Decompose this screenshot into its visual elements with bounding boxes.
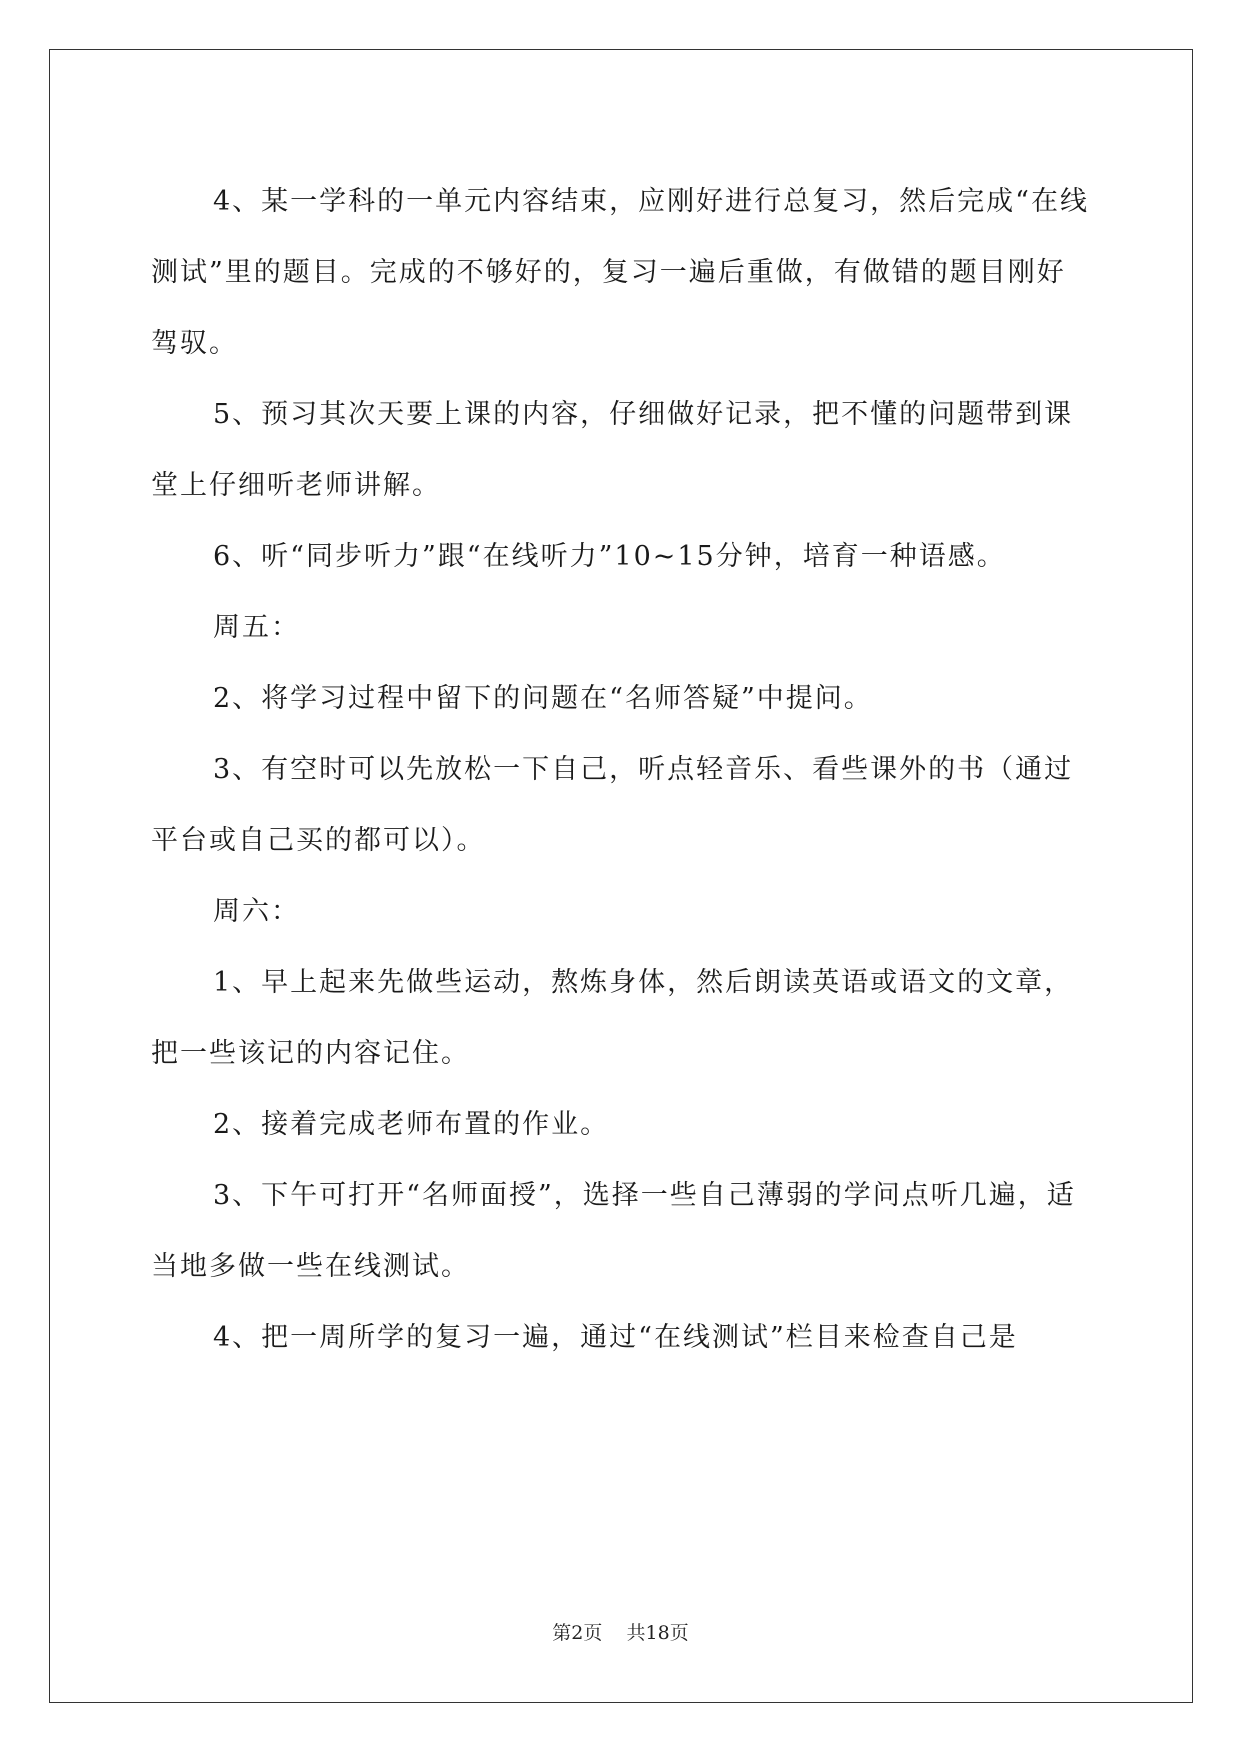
paragraph: 2、接着完成老师布置的作业。 xyxy=(213,1109,610,1140)
paragraph: 4、把一周所学的复习一遍，通过“在线测试”栏目来检查自己是 xyxy=(213,1322,1018,1353)
paragraph: 1、早上起来先做些运动，熬炼身体，然后朗读英语或语文的文章，把一些该记的内容记住。 xyxy=(151,967,1074,1069)
paragraph: 4、某一学科的一单元内容结束，应刚好进行总复习，然后完成“在线测试”里的题目。完成的不够好的，复习一遍后重做，有做错的题目刚好驾驭。 xyxy=(151,186,1089,359)
paragraph: 3、下午可打开“名师面授”，选择一些自己薄弱的学问点听几遍，适当地多做一些在线测试。 xyxy=(151,1180,1076,1282)
paragraph: 5、预习其次天要上课的内容，仔细做好记录，把不懂的问题带到课堂上仔细听老师讲解。 xyxy=(151,399,1074,501)
page-number: 第2页 xyxy=(552,1622,603,1644)
page-total: 共18页 xyxy=(626,1622,689,1644)
page-footer xyxy=(0,1618,1241,1645)
paragraph: 3、有空时可以先放松一下自己，听点轻音乐、看些课外的书（通过平台或自己买的都可以）。 xyxy=(151,754,1074,856)
paragraph: 2、将学习过程中留下的问题在“名师答疑”中提问。 xyxy=(213,683,873,714)
document-body xyxy=(151,166,1091,1373)
section-heading: 周六： xyxy=(213,896,300,927)
paragraph: 6、听“同步听力”跟“在线听力”10~15分钟，培育一种语感。 xyxy=(213,541,1006,572)
section-heading: 周五： xyxy=(213,612,300,643)
